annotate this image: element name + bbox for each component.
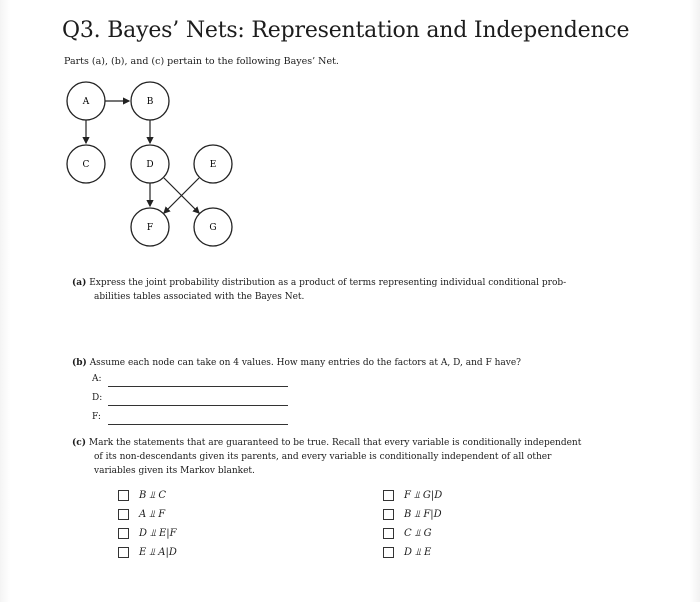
option-left-4[interactable] [118, 547, 177, 558]
field-label-d: D: [92, 393, 103, 403]
node-f [131, 208, 169, 246]
node-c [67, 145, 105, 183]
statement: F ⫫ G|D [404, 490, 443, 501]
part-c [72, 436, 622, 478]
checkbox[interactable] [118, 509, 129, 520]
field-label-f: F: [92, 412, 101, 422]
statement: E ⫫ A|D [139, 547, 177, 558]
part-a [72, 276, 632, 304]
svg-text:A: A [82, 97, 90, 107]
node-d [131, 145, 169, 183]
checkbox[interactable] [383, 509, 394, 520]
option-left-2[interactable] [118, 509, 165, 520]
checkbox[interactable] [383, 528, 394, 539]
svg-text:D: D [146, 160, 154, 170]
field-label-a: A: [92, 374, 102, 384]
svg-text:F: F [146, 223, 154, 233]
option-right-1[interactable] [383, 490, 442, 501]
part-c-text-2: of its non-descendants given its parents, and every variable is conditionally independent of all other [94, 452, 552, 462]
part-a-text-1: Express the joint probability distribution as a product of terms representing individual conditional prob- [89, 278, 567, 288]
part-b-text: Assume each node can take on 4 values. How many entries do the factors at A, D, and F have? [89, 358, 521, 368]
answer-line-d[interactable] [108, 405, 288, 406]
statement: A ⫫ F [139, 509, 166, 520]
statement: B ⫫ C [139, 490, 166, 501]
checkbox[interactable] [118, 528, 129, 539]
part-c-label: (c) [72, 438, 86, 448]
node-e [194, 145, 232, 183]
node-b [131, 82, 169, 120]
part-c-text-1: Mark the statements that are guaranteed to be true. Recall that every variable is conditionally independent [88, 438, 582, 448]
option-right-2[interactable] [383, 509, 442, 520]
checkbox[interactable] [383, 547, 394, 558]
answer-field-a[interactable] [92, 374, 102, 384]
svg-text:E: E [209, 160, 217, 170]
option-right-4[interactable] [383, 547, 431, 558]
checkbox[interactable] [118, 547, 129, 558]
statement: C ⫫ G [404, 528, 432, 539]
option-left-1[interactable] [118, 490, 166, 501]
part-a-label: (a) [72, 278, 87, 288]
part-b-label: (b) [72, 358, 87, 368]
part-a-text-2: abilities tables associated with the Bayes Net. [94, 292, 305, 302]
answer-field-d[interactable] [92, 393, 102, 403]
statement: D ⫫ E [404, 547, 432, 558]
question-title: Q3. Bayes’ Nets: Representation and Independence [62, 18, 630, 43]
answer-field-f[interactable] [92, 412, 101, 422]
svg-text:G: G [209, 223, 217, 233]
intro-text: Parts (a), (b), and (c) pertain to the following Bayes’ Net. [64, 56, 339, 67]
part-b [72, 356, 521, 370]
checkbox[interactable] [118, 490, 129, 501]
answer-line-f[interactable] [108, 424, 288, 425]
statement: B ⫫ F|D [404, 509, 442, 520]
checkbox[interactable] [383, 490, 394, 501]
svg-text:C: C [82, 160, 90, 170]
option-right-3[interactable] [383, 528, 432, 539]
answer-line-a[interactable] [108, 386, 288, 387]
svg-text:B: B [146, 97, 154, 107]
part-c-text-3: variables given its Markov blanket. [94, 466, 255, 476]
node-g [194, 208, 232, 246]
node-a [67, 82, 105, 120]
option-left-3[interactable] [118, 528, 177, 539]
statement: D ⫫ E|F [139, 528, 177, 539]
